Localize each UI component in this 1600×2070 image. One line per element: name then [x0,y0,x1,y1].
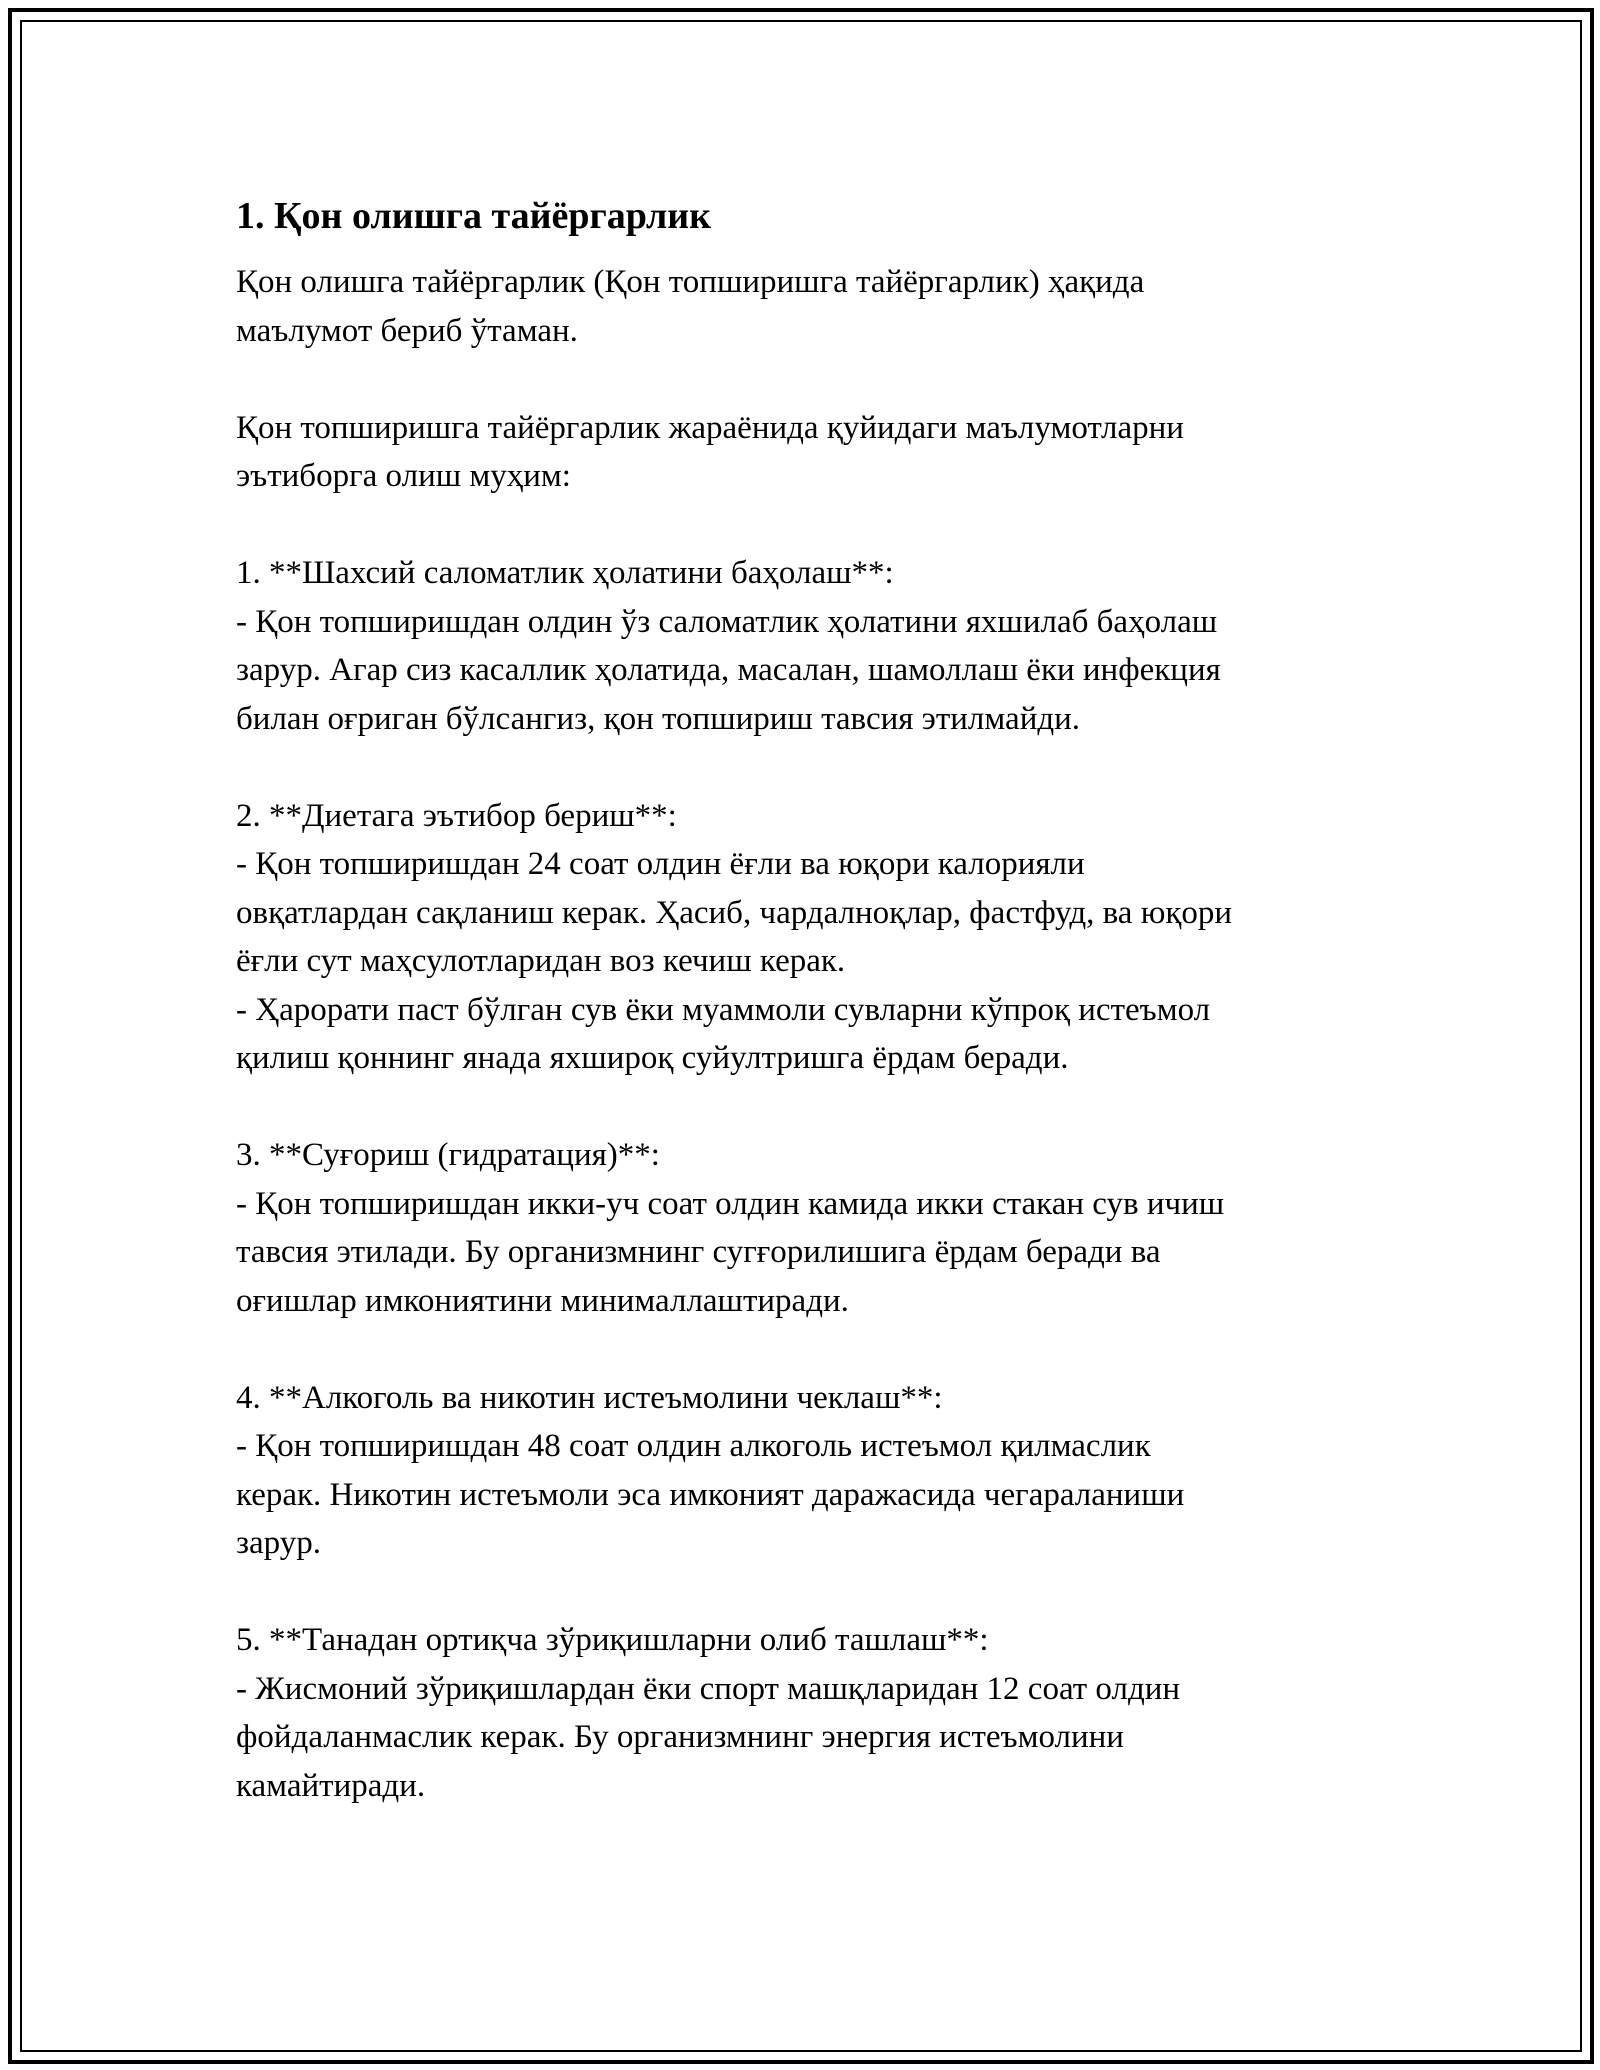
list-item-diet: 2. **Диетага эътибор бериш**: - Қон топширишдан 24 соат олдин ёғли ва юқори калорияли овқатлардан сақланиш керак. Ҳасиб, чардалноқлар, фастфуд, ва юқори ёғли сут маҳсулотларидан воз кечиш керак. - Ҳарорати паст бўлган сув ёки муаммоли сувларни кўпроқ истеъмол қилиш қоннинг янада яхшироқ суйултришга ёрдам беради. [236,797,1233,1076]
lead-paragraph: Қон топширишга тайёргарлик жараёнида қуйидаги маълумотларни эътиборга олиш муҳим: [236,409,1184,494]
list-item-physical-strain: 5. **Танадан ортиқча зўриқишларни олиб ташлаш**: - Жисмоний зўриқишлардан ёки спорт машқларидан 12 соат олдин фойдаланмаслик керак. Бу организмнинг энергия истеъмолини камайтиради. [236,1622,1181,1804]
list-item-alcohol-nicotine: 4. **Алкоголь ва никотин истеъмолини чеклаш**: - Қон топширишдан 48 соат олдин алкоголь истеъмол қилмаслик керак. Никотин истеъмоли эса имконият даражасида чегараланиши зарур. [236,1379,1185,1561]
list-item-health-assessment: 1. **Шахсий саломатлик ҳолатини баҳолаш**: - Қон топширишдан олдин ўз саломатлик ҳолатини яхшилаб баҳолаш зарур. Агар сиз касаллик ҳолатида, масалан, шамоллаш ёки инфекция билан оғриган бўлсангиз, қон топшириш тавсия этилмайди. [236,555,1221,737]
document-body [236,188,1396,1810]
document-title: 1. Қон олишга тайёргарлик [236,195,712,237]
list-item-hydration: 3. **Суғориш (гидратация)**: - Қон топширишдан икки-уч соат олдин камида икки стакан сув ичиш тавсия этилади. Бу организмнинг сугғорилишига ёрдам беради ва оғишлар имкониятини минималлаштиради. [236,1137,1225,1319]
intro-paragraph: Қон олишга тайёргарлик (Қон топширишга тайёргарлик) ҳақида маълумот бериб ўтаман. [236,264,1145,349]
